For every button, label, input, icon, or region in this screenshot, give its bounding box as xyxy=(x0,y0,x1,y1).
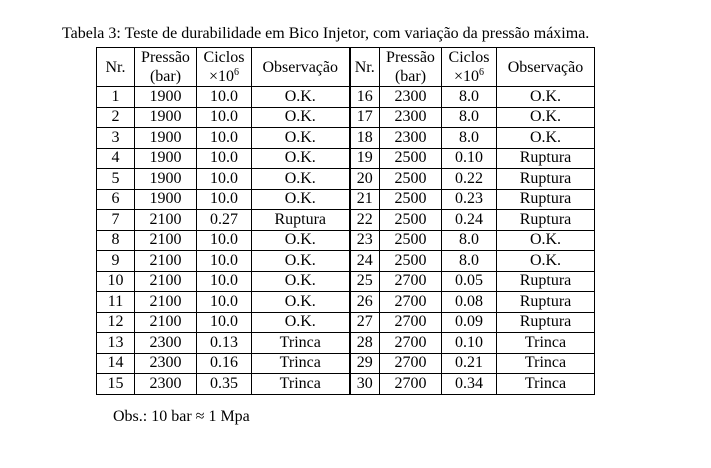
header-pressao: Pressão (bar) xyxy=(135,48,197,87)
table-row xyxy=(97,333,595,354)
cell-ciclos: 0.10 xyxy=(442,333,497,354)
cell-observacao: O.K. xyxy=(252,87,350,108)
cell-nr: 4 xyxy=(97,148,135,169)
table-row xyxy=(97,353,595,374)
table-row xyxy=(97,148,595,169)
cell-ciclos: 0.16 xyxy=(197,353,252,374)
cell-nr: 10 xyxy=(97,271,135,292)
cell-pressao: 2300 xyxy=(380,128,442,149)
cell-nr: 9 xyxy=(97,251,135,272)
cell-observacao: Ruptura xyxy=(497,271,595,292)
cell-observacao: O.K. xyxy=(497,251,595,272)
cell-ciclos: 8.0 xyxy=(442,230,497,251)
cell-observacao: O.K. xyxy=(252,107,350,128)
table-row xyxy=(97,230,595,251)
cell-ciclos: 0.05 xyxy=(442,271,497,292)
cell-observacao: Trinca xyxy=(252,374,350,395)
cell-nr: 6 xyxy=(97,189,135,210)
table-row xyxy=(97,189,595,210)
cell-nr: 8 xyxy=(97,230,135,251)
cell-observacao: Trinca xyxy=(497,353,595,374)
cell-pressao: 2100 xyxy=(135,292,197,313)
cell-pressao: 2100 xyxy=(135,271,197,292)
cell-observacao: O.K. xyxy=(252,271,350,292)
header-ciclos: Ciclos $\times 10^6$ xyxy=(442,48,497,87)
cell-ciclos: 0.10 xyxy=(442,148,497,169)
table-row xyxy=(97,210,595,231)
table-row xyxy=(97,128,595,149)
cell-pressao: 2500 xyxy=(380,210,442,231)
cell-pressao: 2500 xyxy=(380,148,442,169)
cell-observacao: O.K. xyxy=(252,148,350,169)
cell-pressao: 2100 xyxy=(135,210,197,231)
cell-pressao: 2100 xyxy=(135,312,197,333)
cell-observacao: O.K. xyxy=(252,230,350,251)
cell-ciclos: 0.08 xyxy=(442,292,497,313)
cell-nr: 18 xyxy=(350,128,380,149)
header-nr: Nr. xyxy=(350,48,380,87)
header-row xyxy=(97,48,595,87)
table-row xyxy=(97,87,595,108)
durability-table xyxy=(96,47,595,395)
cell-ciclos: 10.0 xyxy=(197,169,252,190)
cell-observacao: O.K. xyxy=(252,292,350,313)
cell-pressao: 1900 xyxy=(135,148,197,169)
table-row xyxy=(97,169,595,190)
cell-observacao: O.K. xyxy=(252,251,350,272)
table-row xyxy=(97,271,595,292)
cell-nr: 7 xyxy=(97,210,135,231)
cell-observacao: O.K. xyxy=(252,189,350,210)
cell-pressao: 2300 xyxy=(380,107,442,128)
cell-nr: 13 xyxy=(97,333,135,354)
cell-pressao: 2300 xyxy=(135,333,197,354)
cell-pressao: 1900 xyxy=(135,87,197,108)
cell-ciclos: 10.0 xyxy=(197,312,252,333)
cell-pressao: 2500 xyxy=(380,169,442,190)
cell-observacao: Trinca xyxy=(497,333,595,354)
cell-ciclos: 0.23 xyxy=(442,189,497,210)
cell-observacao: Ruptura xyxy=(497,292,595,313)
cell-observacao: Ruptura xyxy=(497,189,595,210)
cell-pressao: 2500 xyxy=(380,251,442,272)
cell-nr: 12 xyxy=(97,312,135,333)
cell-ciclos: 8.0 xyxy=(442,107,497,128)
cell-pressao: 2700 xyxy=(380,312,442,333)
cell-ciclos: 10.0 xyxy=(197,148,252,169)
cell-pressao: 2300 xyxy=(380,87,442,108)
cell-observacao: O.K. xyxy=(497,230,595,251)
cell-observacao: O.K. xyxy=(497,128,595,149)
table-row xyxy=(97,251,595,272)
cell-observacao: Ruptura xyxy=(497,169,595,190)
cell-ciclos: 10.0 xyxy=(197,128,252,149)
cell-ciclos: 10.0 xyxy=(197,87,252,108)
cell-nr: 15 xyxy=(97,374,135,395)
cell-nr: 26 xyxy=(350,292,380,313)
cell-nr: 28 xyxy=(350,333,380,354)
cell-ciclos: 8.0 xyxy=(442,87,497,108)
cell-pressao: 2700 xyxy=(380,374,442,395)
cell-nr: 17 xyxy=(350,107,380,128)
cell-pressao: 2500 xyxy=(380,189,442,210)
cell-ciclos: 10.0 xyxy=(197,107,252,128)
cell-ciclos: 10.0 xyxy=(197,189,252,210)
table-row xyxy=(97,374,595,395)
cell-pressao: 1900 xyxy=(135,189,197,210)
cell-ciclos: 8.0 xyxy=(442,128,497,149)
cell-observacao: O.K. xyxy=(252,312,350,333)
cell-ciclos: 10.0 xyxy=(197,292,252,313)
cell-observacao: Ruptura xyxy=(252,210,350,231)
cell-ciclos: 10.0 xyxy=(197,251,252,272)
cell-pressao: 2500 xyxy=(380,230,442,251)
cell-pressao: 2300 xyxy=(135,353,197,374)
cell-nr: 22 xyxy=(350,210,380,231)
cell-ciclos: 0.22 xyxy=(442,169,497,190)
cell-nr: 27 xyxy=(350,312,380,333)
cell-observacao: O.K. xyxy=(497,87,595,108)
cell-ciclos: 0.27 xyxy=(197,210,252,231)
cell-nr: 29 xyxy=(350,353,380,374)
cell-ciclos: 0.13 xyxy=(197,333,252,354)
cell-nr: 14 xyxy=(97,353,135,374)
cell-nr: 16 xyxy=(350,87,380,108)
table-row xyxy=(97,312,595,333)
cell-pressao: 2100 xyxy=(135,230,197,251)
cell-pressao: 2300 xyxy=(135,374,197,395)
cell-nr: 11 xyxy=(97,292,135,313)
cell-observacao: Ruptura xyxy=(497,210,595,231)
cell-pressao: 2700 xyxy=(380,271,442,292)
cell-ciclos: 0.24 xyxy=(442,210,497,231)
cell-pressao: 2700 xyxy=(380,353,442,374)
cell-observacao: Trinca xyxy=(497,374,595,395)
cell-ciclos: 0.09 xyxy=(442,312,497,333)
cell-observacao: O.K. xyxy=(252,128,350,149)
cell-observacao: O.K. xyxy=(252,169,350,190)
cell-observacao: O.K. xyxy=(497,107,595,128)
cell-pressao: 1900 xyxy=(135,128,197,149)
footnote: Obs.: 10 bar ≈ 1 Mpa xyxy=(113,408,250,425)
header-observacao: Observação xyxy=(252,48,350,87)
cell-pressao: 1900 xyxy=(135,169,197,190)
header-pressao: Pressão (bar) xyxy=(380,48,442,87)
cell-nr: 20 xyxy=(350,169,380,190)
cell-nr: 23 xyxy=(350,230,380,251)
cell-nr: 19 xyxy=(350,148,380,169)
cell-nr: 25 xyxy=(350,271,380,292)
cell-nr: 30 xyxy=(350,374,380,395)
cell-ciclos: 0.34 xyxy=(442,374,497,395)
header-ciclos: Ciclos $\times 10^6$ xyxy=(197,48,252,87)
cell-nr: 21 xyxy=(350,189,380,210)
cell-ciclos: 10.0 xyxy=(197,230,252,251)
cell-observacao: Ruptura xyxy=(497,148,595,169)
cell-nr: 2 xyxy=(97,107,135,128)
cell-observacao: Ruptura xyxy=(497,312,595,333)
table-row xyxy=(97,292,595,313)
cell-nr: 5 xyxy=(97,169,135,190)
table-row xyxy=(97,107,595,128)
cell-nr: 3 xyxy=(97,128,135,149)
cell-nr: 1 xyxy=(97,87,135,108)
header-nr: Nr. xyxy=(97,48,135,87)
table-caption: Tabela 3: Teste de durabilidade em Bico Injetor, com variação da pressão máxima. xyxy=(62,25,590,42)
cell-ciclos: 8.0 xyxy=(442,251,497,272)
header-observacao: Observação xyxy=(497,48,595,87)
cell-ciclos: 10.0 xyxy=(197,271,252,292)
cell-pressao: 1900 xyxy=(135,107,197,128)
cell-nr: 24 xyxy=(350,251,380,272)
cell-ciclos: 0.35 xyxy=(197,374,252,395)
cell-pressao: 2700 xyxy=(380,292,442,313)
cell-pressao: 2100 xyxy=(135,251,197,272)
cell-pressao: 2700 xyxy=(380,333,442,354)
cell-observacao: Trinca xyxy=(252,333,350,354)
cell-ciclos: 0.21 xyxy=(442,353,497,374)
cell-observacao: Trinca xyxy=(252,353,350,374)
